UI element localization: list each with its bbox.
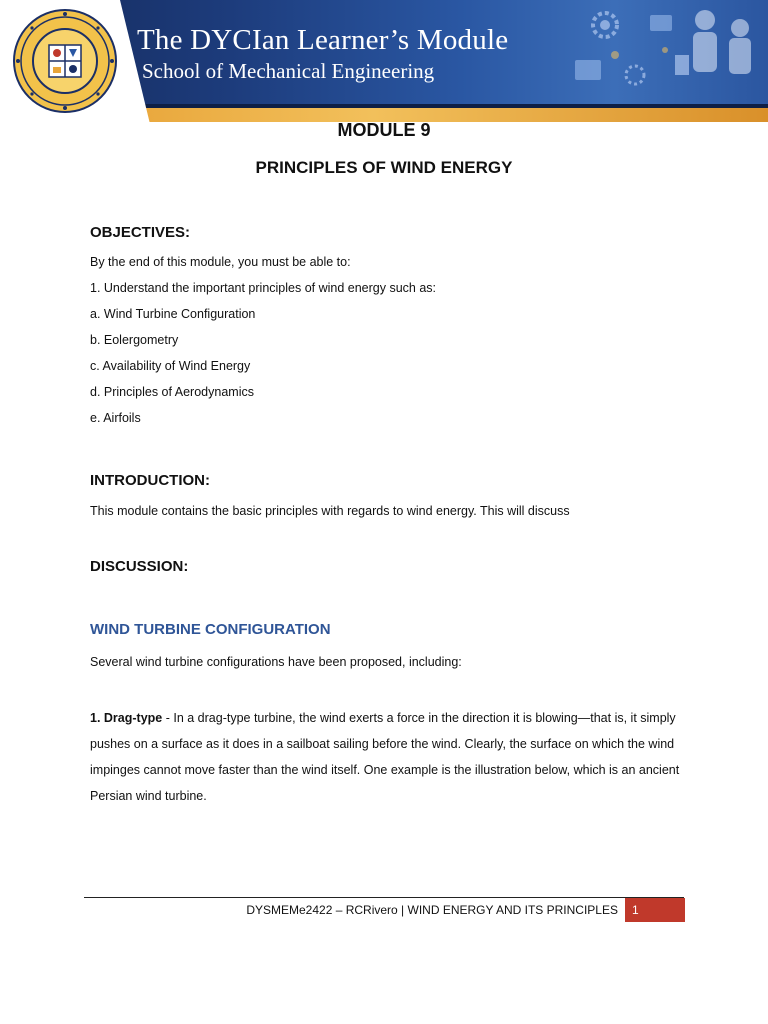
banner-title: The DYCIan Learner’s Module — [137, 24, 509, 56]
module-title: PRINCIPLES OF WIND ENERGY — [255, 158, 513, 177]
module-number: MODULE 9 — [337, 120, 431, 140]
drag-type-label: 1. Drag-type — [90, 711, 163, 725]
college-seal-logo — [13, 9, 117, 113]
objective-subitem: b. Eolergometry — [90, 333, 179, 347]
drag-type-paragraph — [90, 705, 690, 809]
footer-text: DYSMEMe2422 – RCRivero | WIND ENERGY AND ITS PRINCIPLES — [246, 903, 618, 917]
discussion-heading: DISCUSSION: — [90, 558, 189, 575]
engineering-illustration — [555, 0, 768, 104]
header-banner — [0, 0, 768, 124]
section-intro: Several wind turbine configurations have been proposed, including: — [90, 655, 462, 669]
page-number: 1 — [632, 903, 639, 917]
objectives-intro: By the end of this module, you must be able to: — [90, 255, 351, 269]
objectives-heading: OBJECTIVES: — [90, 224, 191, 241]
drag-type-text: - In a drag-type turbine, the wind exerts a force in the direction it is blowing—that is, it simply pushes on a surface as it does in a sailboat sailing before the wind. Clearly, the surface on which the wind impinges cannot move faster than the wind itself. One example is the illustration below, which is an ancient Persian wind turbine. — [90, 711, 680, 803]
section-title: WIND TURBINE CONFIGURATION — [90, 621, 331, 638]
introduction-text: This module contains the basic principles with regards to wind energy. This will discuss — [90, 504, 570, 518]
page-number-badge — [625, 898, 685, 922]
objective-subitem: a. Wind Turbine Configuration — [90, 307, 256, 321]
introduction-heading: INTRODUCTION: — [90, 472, 210, 489]
objective-subitem: c. Availability of Wind Energy — [90, 359, 251, 373]
banner-subtitle: School of Mechanical Engineering — [142, 59, 435, 83]
objective-subitem: e. Airfoils — [90, 411, 141, 425]
objective-item: 1. Understand the important principles of wind energy such as: — [90, 281, 437, 295]
objective-subitem: d. Principles of Aerodynamics — [90, 385, 254, 399]
footer-divider — [84, 897, 684, 898]
